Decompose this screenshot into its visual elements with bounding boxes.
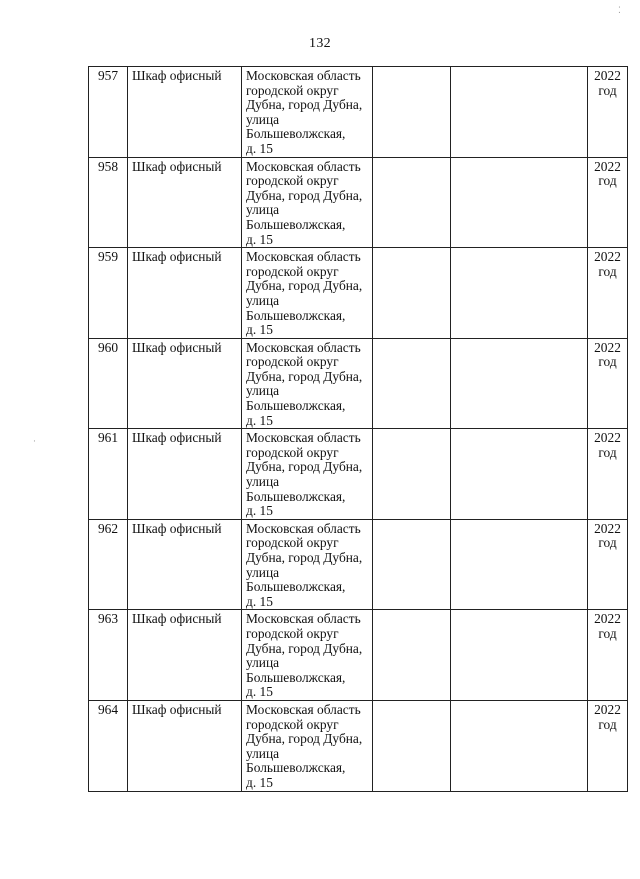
row-number-cell: 964	[89, 700, 128, 791]
year-line: год	[598, 535, 617, 551]
year-line: год	[598, 263, 617, 279]
year-line: год	[598, 444, 617, 460]
empty-cell-col4	[373, 519, 451, 610]
empty-cell-col4	[373, 248, 451, 339]
year-line: год	[598, 716, 617, 732]
address-line: городской округ	[246, 82, 339, 98]
year-line: 2022	[594, 701, 621, 717]
empty-cell-col4	[373, 429, 451, 520]
year-cell	[588, 67, 628, 158]
table-row	[89, 248, 628, 339]
row-number-cell: 960	[89, 338, 128, 429]
empty-cell-col4	[373, 338, 451, 429]
row-number-cell: 957	[89, 67, 128, 158]
address-line: Дубна, город Дубна,	[246, 550, 363, 565]
address-line: городской округ	[246, 444, 339, 460]
item-name-cell: Шкаф офисный	[128, 157, 242, 248]
address-line: Дубна, город Дубна,	[246, 368, 363, 384]
year-cell	[588, 519, 628, 610]
year-cell	[588, 429, 628, 520]
scan-mark-top-right: ⁚	[618, 6, 621, 16]
empty-cell-col5	[451, 519, 588, 610]
address-line: улица	[246, 564, 280, 580]
address-line: Большеволжская,	[246, 669, 346, 685]
table-row	[89, 429, 628, 520]
row-number-cell: 962	[89, 519, 128, 610]
item-name-cell: Шкаф офисный	[128, 429, 242, 520]
item-name-cell: Шкаф офисный	[128, 610, 242, 701]
address-line: городской округ	[246, 263, 339, 279]
row-number-cell: 959	[89, 248, 128, 339]
address-cell	[242, 67, 373, 158]
empty-cell-col4	[373, 67, 451, 158]
table-row	[89, 519, 628, 610]
table-row	[89, 700, 628, 791]
address-line: Московская область	[246, 68, 361, 83]
address-line: д. 15	[246, 593, 273, 609]
address-line: городской округ	[246, 625, 339, 641]
item-name-cell: Шкаф офисный	[128, 67, 242, 158]
address-line: Большеволжская,	[246, 126, 346, 142]
year-cell	[588, 700, 628, 791]
item-name-cell: Шкаф офисный	[128, 519, 242, 610]
address-line: Московская область	[246, 701, 361, 717]
address-line: Московская область	[246, 158, 361, 174]
address-line: городской округ	[246, 173, 339, 189]
row-number-cell: 958	[89, 157, 128, 248]
address-line: Дубна, город Дубна,	[246, 278, 363, 294]
address-line: Московская область	[246, 611, 361, 627]
year-line: 2022	[594, 249, 621, 265]
address-line: Большеволжская,	[246, 579, 346, 595]
address-line: Московская область	[246, 430, 361, 446]
empty-cell-col5	[451, 429, 588, 520]
row-number-cell: 961	[89, 429, 128, 520]
address-line: Большеволжская,	[246, 760, 346, 776]
item-name-cell: Шкаф офисный	[128, 248, 242, 339]
address-line: д. 15	[246, 503, 273, 519]
address-line: улица	[246, 292, 280, 308]
address-line: Большеволжская,	[246, 216, 346, 232]
empty-cell-col5	[451, 338, 588, 429]
year-line: 2022	[594, 520, 621, 536]
empty-cell-col5	[451, 610, 588, 701]
address-line: улица	[246, 474, 280, 490]
address-cell	[242, 610, 373, 701]
address-line: городской округ	[246, 354, 339, 370]
row-number-cell: 963	[89, 610, 128, 701]
year-line: год	[598, 82, 617, 98]
year-line: год	[598, 354, 617, 370]
address-line: Большеволжская,	[246, 398, 346, 414]
address-line: Московская область	[246, 339, 361, 355]
address-line: Дубна, город Дубна,	[246, 459, 363, 475]
year-cell	[588, 338, 628, 429]
address-line: Московская область	[246, 520, 361, 536]
year-line: 2022	[594, 430, 621, 446]
address-line: Большеволжская,	[246, 488, 346, 504]
table-row	[89, 67, 628, 158]
address-line: Дубна, город Дубна,	[246, 731, 363, 747]
table-row	[89, 338, 628, 429]
address-line: д. 15	[246, 412, 273, 428]
table-row	[89, 610, 628, 701]
address-cell	[242, 429, 373, 520]
item-name-cell: Шкаф офисный	[128, 700, 242, 791]
address-line: Дубна, город Дубна,	[246, 640, 363, 656]
address-line: д. 15	[246, 684, 273, 700]
year-line: год	[598, 625, 617, 641]
address-line: улица	[246, 655, 280, 671]
page-number: 132	[309, 36, 331, 51]
table-row	[89, 157, 628, 248]
address-cell	[242, 248, 373, 339]
empty-cell-col4	[373, 610, 451, 701]
year-cell	[588, 157, 628, 248]
year-line: 2022	[594, 68, 621, 83]
registry-table-body	[89, 67, 628, 792]
address-line: д. 15	[246, 140, 273, 156]
empty-cell-col5	[451, 157, 588, 248]
address-cell	[242, 519, 373, 610]
year-line: 2022	[594, 611, 621, 627]
address-line: Дубна, город Дубна,	[246, 187, 363, 203]
year-line: год	[598, 173, 617, 189]
empty-cell-col4	[373, 157, 451, 248]
address-line: улица	[246, 383, 280, 399]
year-line: 2022	[594, 158, 621, 174]
year-line: 2022	[594, 339, 621, 355]
item-name-cell: Шкаф офисный	[128, 338, 242, 429]
address-line: д. 15	[246, 774, 273, 790]
address-line: городской округ	[246, 716, 339, 732]
address-line: д. 15	[246, 322, 273, 338]
address-line: Дубна, город Дубна,	[246, 97, 363, 113]
empty-cell-col5	[451, 67, 588, 158]
scan-mark-left: ·	[33, 437, 36, 447]
empty-cell-col4	[373, 700, 451, 791]
year-cell	[588, 248, 628, 339]
year-cell	[588, 610, 628, 701]
address-cell	[242, 157, 373, 248]
registry-table	[88, 66, 628, 792]
address-cell	[242, 700, 373, 791]
address-line: улица	[246, 111, 280, 127]
address-line: д. 15	[246, 231, 273, 247]
empty-cell-col5	[451, 248, 588, 339]
address-line: городской округ	[246, 535, 339, 551]
address-line: Большеволжская,	[246, 307, 346, 323]
address-line: улица	[246, 745, 280, 761]
empty-cell-col5	[451, 700, 588, 791]
address-cell	[242, 338, 373, 429]
address-line: Московская область	[246, 249, 361, 265]
address-line: улица	[246, 202, 280, 218]
